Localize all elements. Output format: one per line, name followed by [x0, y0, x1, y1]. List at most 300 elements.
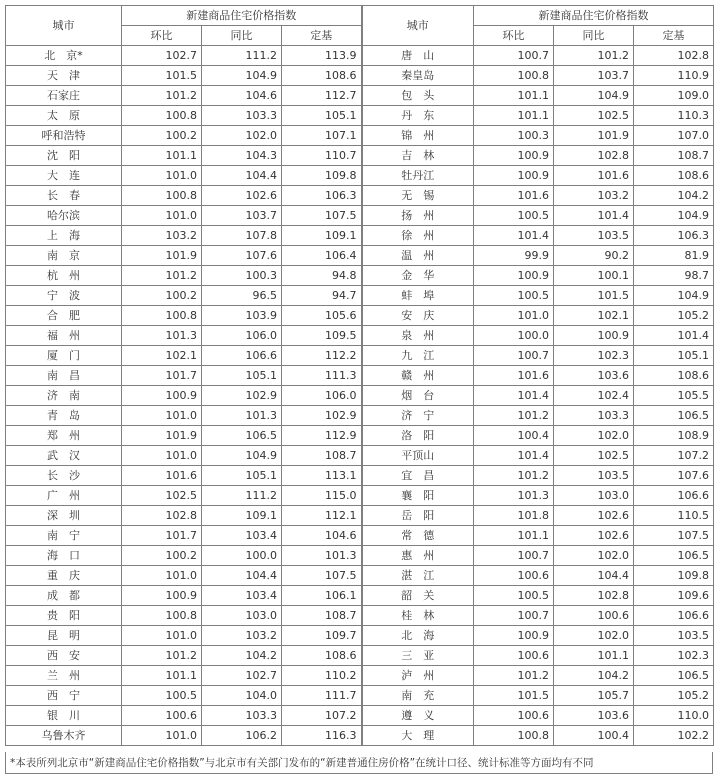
left-yoy-cell: 103.2	[202, 626, 282, 646]
right-city-cell: 桂 林	[362, 606, 474, 626]
left-mom-cell: 101.2	[122, 646, 202, 666]
left-base-cell: 107.2	[282, 706, 362, 726]
right-city-cell: 遵 义	[362, 706, 474, 726]
right-yoy-cell: 100.4	[554, 726, 634, 746]
right-city-cell: 泸 州	[362, 666, 474, 686]
right-base-cell: 108.7	[634, 146, 714, 166]
left-mom-cell: 100.6	[122, 706, 202, 726]
right-mom-cell: 100.5	[474, 206, 554, 226]
left-yoy-cell: 96.5	[202, 286, 282, 306]
left-yoy-cell: 104.6	[202, 86, 282, 106]
right-yoy-header: 同比	[554, 26, 634, 46]
table-row	[6, 186, 714, 206]
right-base-cell: 107.2	[634, 446, 714, 466]
right-city-cell: 常 德	[362, 526, 474, 546]
right-yoy-cell: 103.3	[554, 406, 634, 426]
left-yoy-cell: 107.6	[202, 246, 282, 266]
right-yoy-cell: 100.6	[554, 606, 634, 626]
right-city-cell: 金 华	[362, 266, 474, 286]
left-yoy-cell: 106.5	[202, 426, 282, 446]
right-yoy-cell: 103.6	[554, 706, 634, 726]
right-base-cell: 109.8	[634, 566, 714, 586]
right-yoy-cell: 102.0	[554, 546, 634, 566]
left-mom-cell: 102.1	[122, 346, 202, 366]
right-mom-cell: 100.9	[474, 146, 554, 166]
left-city-cell: 郑 州	[6, 426, 122, 446]
right-base-cell: 107.0	[634, 126, 714, 146]
right-base-cell: 104.9	[634, 206, 714, 226]
left-mom-cell: 102.8	[122, 506, 202, 526]
left-city-cell: 福 州	[6, 326, 122, 346]
left-yoy-cell: 109.1	[202, 506, 282, 526]
left-mom-cell: 101.2	[122, 266, 202, 286]
right-base-cell: 107.6	[634, 466, 714, 486]
left-city-cell: 太 原	[6, 106, 122, 126]
left-yoy-cell: 104.4	[202, 166, 282, 186]
right-yoy-cell: 102.6	[554, 526, 634, 546]
table-row	[6, 586, 714, 606]
table-row	[6, 206, 714, 226]
right-yoy-cell: 104.4	[554, 566, 634, 586]
table-row	[6, 326, 714, 346]
right-city-cell: 锦 州	[362, 126, 474, 146]
right-city-cell: 惠 州	[362, 546, 474, 566]
right-base-cell: 110.5	[634, 506, 714, 526]
right-city-cell: 烟 台	[362, 386, 474, 406]
right-base-header: 定基	[634, 26, 714, 46]
right-yoy-cell: 103.0	[554, 486, 634, 506]
right-mom-cell: 101.2	[474, 666, 554, 686]
left-mom-cell: 101.9	[122, 246, 202, 266]
right-base-cell: 101.4	[634, 326, 714, 346]
table-row	[6, 426, 714, 446]
table-row	[6, 66, 714, 86]
left-yoy-cell: 101.3	[202, 406, 282, 426]
left-city-cell: 呼和浩特	[6, 126, 122, 146]
right-city-cell: 蚌 埠	[362, 286, 474, 306]
right-city-cell: 济 宁	[362, 406, 474, 426]
right-yoy-cell: 103.7	[554, 66, 634, 86]
right-mom-cell: 100.8	[474, 726, 554, 746]
right-group-header: 新建商品住宅价格指数	[474, 6, 714, 26]
left-city-cell: 兰 州	[6, 666, 122, 686]
right-city-cell: 平顶山	[362, 446, 474, 466]
right-yoy-cell: 102.3	[554, 346, 634, 366]
left-mom-cell: 103.2	[122, 226, 202, 246]
left-city-cell: 厦 门	[6, 346, 122, 366]
table-row	[6, 686, 714, 706]
left-yoy-cell: 111.2	[202, 46, 282, 66]
right-city-cell: 韶 关	[362, 586, 474, 606]
left-city-header: 城市	[6, 6, 122, 46]
right-yoy-cell: 101.6	[554, 166, 634, 186]
table-row	[6, 666, 714, 686]
right-city-cell: 牡丹江	[362, 166, 474, 186]
left-base-cell: 106.3	[282, 186, 362, 206]
right-city-cell: 湛 江	[362, 566, 474, 586]
right-base-cell: 108.6	[634, 166, 714, 186]
right-base-cell: 105.2	[634, 686, 714, 706]
left-base-cell: 108.7	[282, 446, 362, 466]
left-city-cell: 哈尔滨	[6, 206, 122, 226]
table-row	[6, 706, 714, 726]
right-yoy-cell: 102.8	[554, 146, 634, 166]
right-city-cell: 温 州	[362, 246, 474, 266]
right-base-cell: 110.3	[634, 106, 714, 126]
left-mom-cell: 102.7	[122, 46, 202, 66]
right-mom-header: 环比	[474, 26, 554, 46]
left-mom-cell: 101.3	[122, 326, 202, 346]
left-base-cell: 109.5	[282, 326, 362, 346]
left-city-cell: 上 海	[6, 226, 122, 246]
left-yoy-cell: 106.2	[202, 726, 282, 746]
right-city-cell: 包 头	[362, 86, 474, 106]
left-mom-cell: 101.0	[122, 446, 202, 466]
right-yoy-cell: 102.0	[554, 426, 634, 446]
left-yoy-cell: 103.4	[202, 526, 282, 546]
left-mom-cell: 102.5	[122, 486, 202, 506]
left-base-cell: 109.8	[282, 166, 362, 186]
left-city-cell: 石家庄	[6, 86, 122, 106]
left-mom-cell: 101.0	[122, 726, 202, 746]
left-yoy-cell: 105.1	[202, 466, 282, 486]
left-base-cell: 108.6	[282, 66, 362, 86]
left-city-cell: 长 春	[6, 186, 122, 206]
table-row	[6, 566, 714, 586]
left-yoy-cell: 102.7	[202, 666, 282, 686]
left-city-cell: 海 口	[6, 546, 122, 566]
right-mom-cell: 101.5	[474, 686, 554, 706]
table-row	[6, 146, 714, 166]
right-city-header: 城市	[362, 6, 474, 46]
left-mom-cell: 101.7	[122, 366, 202, 386]
left-city-cell: 广 州	[6, 486, 122, 506]
right-base-cell: 108.6	[634, 366, 714, 386]
right-mom-cell: 101.4	[474, 446, 554, 466]
left-city-cell: 南 宁	[6, 526, 122, 546]
table-row	[6, 466, 714, 486]
left-mom-cell: 101.0	[122, 166, 202, 186]
right-yoy-cell: 102.8	[554, 586, 634, 606]
right-city-cell: 徐 州	[362, 226, 474, 246]
right-mom-cell: 100.6	[474, 566, 554, 586]
right-mom-cell: 100.7	[474, 606, 554, 626]
left-base-cell: 109.1	[282, 226, 362, 246]
right-base-cell: 106.6	[634, 486, 714, 506]
right-yoy-cell: 102.5	[554, 106, 634, 126]
right-yoy-cell: 102.6	[554, 506, 634, 526]
left-base-cell: 107.1	[282, 126, 362, 146]
left-city-cell: 深 圳	[6, 506, 122, 526]
left-base-cell: 107.5	[282, 566, 362, 586]
right-mom-cell: 100.0	[474, 326, 554, 346]
left-yoy-cell: 105.1	[202, 366, 282, 386]
right-city-cell: 吉 林	[362, 146, 474, 166]
right-mom-cell: 100.5	[474, 286, 554, 306]
right-base-cell: 106.5	[634, 666, 714, 686]
left-base-cell: 108.6	[282, 646, 362, 666]
left-yoy-cell: 103.3	[202, 106, 282, 126]
left-base-cell: 102.9	[282, 406, 362, 426]
left-city-cell: 重 庆	[6, 566, 122, 586]
left-mom-cell: 100.8	[122, 186, 202, 206]
right-city-cell: 扬 州	[362, 206, 474, 226]
right-mom-cell: 100.7	[474, 46, 554, 66]
right-yoy-cell: 102.5	[554, 446, 634, 466]
right-mom-cell: 100.3	[474, 126, 554, 146]
right-base-cell: 109.6	[634, 586, 714, 606]
right-base-cell: 108.9	[634, 426, 714, 446]
left-yoy-cell: 106.0	[202, 326, 282, 346]
right-yoy-cell: 103.5	[554, 226, 634, 246]
right-base-cell: 98.7	[634, 266, 714, 286]
right-mom-cell: 100.7	[474, 546, 554, 566]
table-row	[6, 346, 714, 366]
left-yoy-cell: 103.4	[202, 586, 282, 606]
left-yoy-cell: 104.4	[202, 566, 282, 586]
right-mom-cell: 101.0	[474, 306, 554, 326]
right-mom-cell: 100.7	[474, 346, 554, 366]
right-mom-cell: 101.6	[474, 366, 554, 386]
right-base-cell: 105.1	[634, 346, 714, 366]
right-city-cell: 大 理	[362, 726, 474, 746]
right-yoy-cell: 101.4	[554, 206, 634, 226]
table-row	[6, 226, 714, 246]
table-row	[6, 366, 714, 386]
table-row	[6, 46, 714, 66]
left-yoy-cell: 103.0	[202, 606, 282, 626]
table-row	[6, 526, 714, 546]
left-base-cell: 108.7	[282, 606, 362, 626]
table-row	[6, 306, 714, 326]
right-mom-cell: 100.9	[474, 266, 554, 286]
right-base-cell: 104.9	[634, 286, 714, 306]
left-city-cell: 天 津	[6, 66, 122, 86]
left-mom-cell: 100.8	[122, 106, 202, 126]
right-mom-cell: 101.2	[474, 466, 554, 486]
left-mom-cell: 101.7	[122, 526, 202, 546]
left-base-cell: 106.4	[282, 246, 362, 266]
table-row	[6, 446, 714, 466]
left-city-cell: 南 昌	[6, 366, 122, 386]
table-row	[6, 726, 714, 746]
right-base-cell: 107.5	[634, 526, 714, 546]
table-body	[6, 46, 714, 746]
left-yoy-cell: 106.6	[202, 346, 282, 366]
left-mom-cell: 100.9	[122, 386, 202, 406]
right-city-cell: 南 充	[362, 686, 474, 706]
table-row	[6, 646, 714, 666]
table-row	[6, 286, 714, 306]
right-mom-cell: 101.8	[474, 506, 554, 526]
left-base-cell: 112.7	[282, 86, 362, 106]
left-mom-cell: 101.9	[122, 426, 202, 446]
left-mom-header: 环比	[122, 26, 202, 46]
right-yoy-cell: 102.1	[554, 306, 634, 326]
left-yoy-cell: 103.3	[202, 706, 282, 726]
left-base-cell: 104.6	[282, 526, 362, 546]
right-mom-cell: 101.2	[474, 406, 554, 426]
right-city-cell: 三 亚	[362, 646, 474, 666]
left-city-cell: 济 南	[6, 386, 122, 406]
left-city-cell: 沈 阳	[6, 146, 122, 166]
left-base-cell: 109.7	[282, 626, 362, 646]
right-mom-cell: 100.5	[474, 586, 554, 606]
right-city-cell: 秦皇岛	[362, 66, 474, 86]
right-base-cell: 105.5	[634, 386, 714, 406]
left-city-cell: 乌鲁木齐	[6, 726, 122, 746]
right-yoy-cell: 101.1	[554, 646, 634, 666]
left-base-cell: 101.3	[282, 546, 362, 566]
right-mom-cell: 100.9	[474, 626, 554, 646]
right-base-cell: 106.3	[634, 226, 714, 246]
right-mom-cell: 101.4	[474, 386, 554, 406]
right-base-cell: 102.2	[634, 726, 714, 746]
left-group-header: 新建商品住宅价格指数	[122, 6, 362, 26]
right-city-cell: 唐 山	[362, 46, 474, 66]
left-base-cell: 111.3	[282, 366, 362, 386]
left-yoy-cell: 102.0	[202, 126, 282, 146]
left-base-cell: 112.9	[282, 426, 362, 446]
left-mom-cell: 101.6	[122, 466, 202, 486]
left-mom-cell: 101.0	[122, 406, 202, 426]
left-base-cell: 113.9	[282, 46, 362, 66]
right-mom-cell: 100.9	[474, 166, 554, 186]
table-row	[6, 406, 714, 426]
table-row	[6, 266, 714, 286]
left-city-cell: 大 连	[6, 166, 122, 186]
right-yoy-cell: 103.5	[554, 466, 634, 486]
left-city-cell: 南 京	[6, 246, 122, 266]
left-mom-cell: 100.2	[122, 546, 202, 566]
footnote: *本表所列北京市“新建商品住宅价格指数”与北京市有关部门发布的“新建普通住房价格”在统计口径、统计标准等方面均有不同	[5, 752, 713, 774]
left-yoy-cell: 100.0	[202, 546, 282, 566]
right-base-cell: 105.2	[634, 306, 714, 326]
left-base-cell: 94.8	[282, 266, 362, 286]
left-yoy-cell: 103.9	[202, 306, 282, 326]
right-base-cell: 103.5	[634, 626, 714, 646]
left-yoy-cell: 103.7	[202, 206, 282, 226]
right-base-cell: 110.9	[634, 66, 714, 86]
left-yoy-header: 同比	[202, 26, 282, 46]
left-base-cell: 94.7	[282, 286, 362, 306]
left-base-cell: 113.1	[282, 466, 362, 486]
right-base-cell: 109.0	[634, 86, 714, 106]
left-base-cell: 110.2	[282, 666, 362, 686]
left-mom-cell: 100.5	[122, 686, 202, 706]
right-yoy-cell: 103.2	[554, 186, 634, 206]
left-mom-cell: 101.0	[122, 206, 202, 226]
table-row	[6, 86, 714, 106]
left-base-cell: 111.7	[282, 686, 362, 706]
left-city-cell: 武 汉	[6, 446, 122, 466]
table-row	[6, 246, 714, 266]
left-base-cell: 106.1	[282, 586, 362, 606]
left-base-header: 定基	[282, 26, 362, 46]
right-yoy-cell: 90.2	[554, 246, 634, 266]
right-city-cell: 无 锡	[362, 186, 474, 206]
left-base-cell: 105.6	[282, 306, 362, 326]
right-city-cell: 赣 州	[362, 366, 474, 386]
left-city-cell: 成 都	[6, 586, 122, 606]
left-mom-cell: 101.1	[122, 146, 202, 166]
right-mom-cell: 101.1	[474, 106, 554, 126]
left-mom-cell: 100.2	[122, 286, 202, 306]
left-yoy-cell: 104.9	[202, 66, 282, 86]
right-base-cell: 102.3	[634, 646, 714, 666]
left-base-cell: 106.0	[282, 386, 362, 406]
left-city-cell: 北 京*	[6, 46, 122, 66]
table-row	[6, 106, 714, 126]
left-mom-cell: 100.2	[122, 126, 202, 146]
left-base-cell: 107.5	[282, 206, 362, 226]
left-yoy-cell: 111.2	[202, 486, 282, 506]
left-city-cell: 西 安	[6, 646, 122, 666]
right-base-cell: 104.2	[634, 186, 714, 206]
left-mom-cell: 101.0	[122, 566, 202, 586]
table-row	[6, 126, 714, 146]
left-city-cell: 西 宁	[6, 686, 122, 706]
price-index-table	[5, 5, 714, 746]
table-row	[6, 626, 714, 646]
right-yoy-cell: 101.9	[554, 126, 634, 146]
right-mom-cell: 101.3	[474, 486, 554, 506]
table-row	[6, 486, 714, 506]
right-base-cell: 106.5	[634, 546, 714, 566]
left-mom-cell: 100.8	[122, 606, 202, 626]
right-mom-cell: 100.6	[474, 646, 554, 666]
left-base-cell: 115.0	[282, 486, 362, 506]
right-city-cell: 襄 阳	[362, 486, 474, 506]
left-yoy-cell: 104.2	[202, 646, 282, 666]
right-city-cell: 安 庆	[362, 306, 474, 326]
header-row-top	[6, 6, 714, 26]
left-city-cell: 长 沙	[6, 466, 122, 486]
left-city-cell: 贵 阳	[6, 606, 122, 626]
left-base-cell: 112.1	[282, 506, 362, 526]
left-yoy-cell: 104.0	[202, 686, 282, 706]
left-yoy-cell: 107.8	[202, 226, 282, 246]
right-mom-cell: 99.9	[474, 246, 554, 266]
table-row	[6, 606, 714, 626]
right-mom-cell: 100.6	[474, 706, 554, 726]
right-city-cell: 九 江	[362, 346, 474, 366]
right-base-cell: 81.9	[634, 246, 714, 266]
left-city-cell: 昆 明	[6, 626, 122, 646]
right-mom-cell: 101.1	[474, 526, 554, 546]
right-mom-cell: 101.1	[474, 86, 554, 106]
left-mom-cell: 101.5	[122, 66, 202, 86]
right-base-cell: 106.5	[634, 406, 714, 426]
left-mom-cell: 100.8	[122, 306, 202, 326]
left-yoy-cell: 104.9	[202, 446, 282, 466]
table-row	[6, 506, 714, 526]
left-mom-cell: 101.2	[122, 86, 202, 106]
right-base-cell: 102.8	[634, 46, 714, 66]
right-yoy-cell: 100.1	[554, 266, 634, 286]
right-yoy-cell: 103.6	[554, 366, 634, 386]
right-base-cell: 106.6	[634, 606, 714, 626]
right-city-cell: 宜 昌	[362, 466, 474, 486]
right-yoy-cell: 105.7	[554, 686, 634, 706]
left-yoy-cell: 104.3	[202, 146, 282, 166]
right-base-cell: 110.0	[634, 706, 714, 726]
right-mom-cell: 101.6	[474, 186, 554, 206]
left-mom-cell: 100.9	[122, 586, 202, 606]
price-index-table-wrapper	[5, 5, 713, 769]
right-yoy-cell: 104.9	[554, 86, 634, 106]
right-mom-cell: 101.4	[474, 226, 554, 246]
